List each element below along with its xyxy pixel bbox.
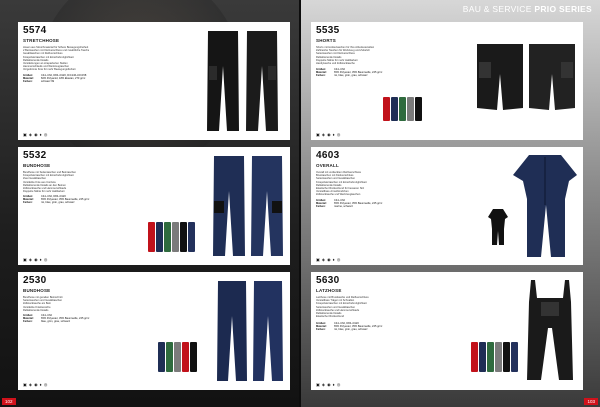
left-page — [0, 0, 299, 407]
care-icons: ▣ ◈ ◉ ♦ ◎ — [23, 132, 48, 137]
care-icons: ▣ ◈ ◉ ♦ ◎ — [23, 382, 48, 387]
care-icons: ▣ ◈ ◉ ♦ ◎ — [23, 257, 48, 262]
page-number-right: 103 — [584, 398, 598, 405]
product-card-5532 — [18, 147, 290, 265]
product-description: Hosen aus Stretchmaterial für höhere Bewegungsfreiheit 2 Beintaschen mit Klettverschluss und zusätzliche Tasche Gesäßtaschen mit Reißverschluss Kniepolstertaschen mit Einschubmöglichkeit Reflektierende Details Verstärkungen an strapazierten Stellen Hammerschlaufe und Werkzeugtaschen Vorgeformte Knie für mehr Bewegungsfreiheit — [23, 46, 90, 72]
color-swatches — [158, 342, 197, 372]
product-name: STRETCHHOSE — [23, 38, 60, 43]
product-number: 2530 — [23, 275, 47, 286]
product-meta: Größen: C44–C62 Material: 65% Polyester, 35% Baumwolle, 245 g/m² Farben: rot, blau, grün, grau, schwarz — [316, 68, 383, 78]
product-card-2530 — [18, 272, 290, 390]
product-description: Bundhose mit geraden Beinschnitt Seitentaschen und Gesäßtaschen Zollstocktasche am Bein Verstärkte Kniebereiche Reflektierende Details — [23, 296, 63, 312]
garment-image-4603-small — [487, 207, 509, 247]
product-card-5630 — [311, 272, 583, 390]
care-icons: ▣ ◈ ◉ ♦ ◎ — [316, 132, 341, 137]
product-card-5574 — [18, 22, 290, 140]
garment-image-5630 — [521, 278, 579, 384]
product-number: 4603 — [316, 150, 340, 161]
product-number: 5630 — [316, 275, 340, 286]
product-number: 5532 — [23, 150, 47, 161]
product-description: Bundhose mit Seitentaschen und Beintaschen Kniepolstertaschen mit Einschubmöglichkeit Zwei Gesäßtaschen Verstärkte Knie aus Cordura Reflektierende Details an den Beinen Zollstocktasche und Hammerschlaufe Doppelte Nähte für mehr Haltbarkeit — [23, 171, 77, 194]
product-meta: Größen: C44–C62 Material: 65% Polyester, 35% Baumwolle, 245 g/m² Farben: marine, schwarz — [316, 199, 383, 209]
product-description: Shorts mit Holstertaschen für Ihre Arbeitsutensilien Zahlreiche Taschen für Werkzeug und Zubehör Seitentaschen mit Klettverschluss Reflektierende Details Doppelte Nähte für mehr Haltbarkeit Handytasche und Zollstocktasche — [316, 46, 375, 66]
garment-image-5574 — [203, 26, 283, 136]
product-name: SHORTS — [316, 38, 336, 43]
right-page — [301, 0, 600, 407]
product-meta: Größen: C44–C62, D84–D120 Material: 65% Polyester, 35% Baumwolle, 245 g/m² Farben: rot, blau, grün, grau, schwarz — [316, 322, 383, 332]
product-card-5535 — [311, 22, 583, 140]
page-number-left: 102 — [2, 398, 16, 405]
product-name: BUNDHOSE — [23, 288, 51, 293]
product-number: 5574 — [23, 25, 47, 36]
product-meta: Größen: C44–C62 Material: 65% Polyester, 35% Baumwolle, 245 g/m² Farben: blau, grün, grau, schwarz — [23, 314, 90, 324]
product-card-4603 — [311, 147, 583, 265]
garment-image-5532 — [210, 151, 286, 261]
garment-image-5535 — [473, 38, 579, 118]
care-icons: ▣ ◈ ◉ ♦ ◎ — [316, 382, 341, 387]
product-number: 5535 — [316, 25, 340, 36]
color-swatches — [471, 342, 518, 372]
product-description: Overall mit verdecktem Reißverschluss Brusttaschen mit Klettverschluss Seitentaschen und Gesäßtaschen Kniepolstertaschen mit Einschubmöglichkeit Reflektierende Details Elastischer Rückenbund für besseren Sitz Verstellbare Ärmelbündchen Zollstocktasche und Werkzeugtaschen — [316, 171, 367, 197]
color-swatches — [148, 222, 195, 252]
garment-image-2530 — [214, 276, 286, 386]
product-description: Latzhose mit Brusttasche und Reißverschluss Verstellbare Träger mit Schnallen Kniepolstertaschen mit Einschubmöglichkeit Seitentaschen und Gesäßtaschen Zollstocktasche und Hammerschlaufe Reflektierende Details Elastischer Rückenbund — [316, 296, 369, 319]
product-meta: Größen: C44–C62, D84–D120 Material: 65% Polyester, 35% Baumwolle, 245 g/m² Farben: rot, blau, grün, grau, schwarz — [23, 195, 90, 205]
product-name: OVERALL — [316, 163, 339, 168]
product-name: LATZHOSE — [316, 288, 342, 293]
care-icons: ▣ ◈ ◉ ♦ ◎ — [316, 257, 341, 262]
product-name: BUNDHOSE — [23, 163, 51, 168]
section-header: BAU & SERVICE PRIO SERIES — [462, 4, 592, 14]
color-swatches — [383, 97, 422, 121]
garment-image-4603 — [511, 151, 579, 261]
product-meta: Größen: C44–C62, D84–D120, D/C146–D/C158 Material: 82% Polyamid, 18% Elastan, 270 g/m² Farben: schwarz 99 — [23, 74, 87, 84]
